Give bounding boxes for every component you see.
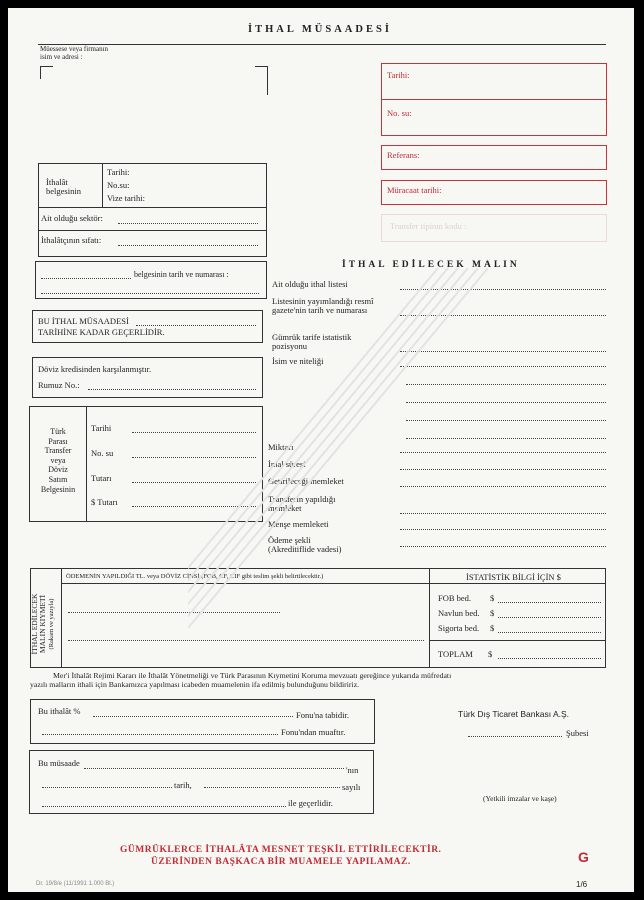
goods-payment-field[interactable] <box>400 546 606 547</box>
goods-name-field-2[interactable] <box>406 384 606 385</box>
validity-line1: BU İTHAL MÜSAADESİ <box>38 316 129 326</box>
import-doc-visa-label: Vize tarihi: <box>107 193 145 203</box>
bank-branch-field[interactable] <box>468 736 562 737</box>
stats-total-label: TOPLAM <box>438 649 473 659</box>
firm-address-area[interactable] <box>40 66 268 166</box>
stats-freight-field[interactable] <box>498 617 601 618</box>
stats-total-field[interactable] <box>498 658 601 659</box>
import-doc-label-line1: İthalât <box>46 177 68 187</box>
permit-line1-suffix: 'nın <box>346 765 359 775</box>
application-date-label: Müracaat tarihi: <box>387 185 442 195</box>
value-header: ÖDEMENİN YAPILDIĞI TL. veya DÖVİZ CİNSİ (FOB, CF, CIF gibi teslim şekli belirtilecektir.) <box>66 573 324 580</box>
goods-field-transfer-1: Transferin yapıldığı <box>268 494 336 504</box>
goods-quantity-field[interactable] <box>400 452 606 453</box>
fund-exempt-field[interactable] <box>42 734 278 735</box>
footer-warning-line2: ÜZERİNDEN BAŞKACA BİR MUAMELE YAPILAMAZ. <box>151 857 411 867</box>
transfer-usd-label: $ Tutarı <box>91 497 118 507</box>
stats-insurance-label: Sigorta bed. <box>438 623 480 633</box>
goods-field-production: İmal süresi <box>268 459 306 469</box>
form-page <box>8 8 634 892</box>
goods-field-gazette-1: Listesinin yayımlandığı resmî <box>272 296 374 306</box>
stats-freight-label: Navlun bed. <box>438 608 480 618</box>
value-words-field[interactable] <box>68 640 424 641</box>
goods-field-gazette-2: gazete'nin tarih ve numarası <box>272 305 368 315</box>
bank-signatures: (Yetkili imzalar ve kaşe) <box>483 794 557 803</box>
fund-line1-suffix: Fonu'na tabidir. <box>296 710 350 720</box>
fund-percent-field[interactable] <box>93 716 293 717</box>
page-number: 1/6 <box>576 880 588 889</box>
certificate-number-field[interactable] <box>41 293 259 294</box>
goods-field-provenance: Menşe memleketi <box>268 519 329 529</box>
permit-authority-field[interactable] <box>84 768 344 769</box>
import-doc-label-line2: belgesinin <box>46 186 81 196</box>
goods-field-origin-country: Getirileceği memleket <box>268 476 344 486</box>
goods-production-field[interactable] <box>400 469 606 470</box>
faded-label: Transfer tipinin kodu : <box>390 221 467 231</box>
goods-name-field-4[interactable] <box>406 420 606 421</box>
permit-line1-prefix: Bu müsaade <box>38 758 80 768</box>
goods-field-transfer-2: memleket <box>268 503 302 513</box>
right-date-label: Tarihi: <box>387 70 410 80</box>
transfer-number-field[interactable] <box>132 457 256 458</box>
goods-name-field-5[interactable] <box>406 438 606 439</box>
permit-line3-suffix: ile geçerlidir. <box>288 798 333 808</box>
stats-fob-label: FOB bed. <box>438 593 472 603</box>
fx-credit-code-field[interactable] <box>88 389 256 390</box>
value-side-label: İTHAL EDİLECEK MALIN KIYMETİ (Rakam ve yazıyla) <box>30 593 55 655</box>
fund-line2-suffix: Fonu'ndan muaftır. <box>281 727 346 737</box>
transfer-date-field[interactable] <box>132 432 256 433</box>
fx-credit-code-label: Rumuz No.: <box>38 380 80 390</box>
transfer-amount-field[interactable] <box>132 482 256 483</box>
transfer-amount-label: Tutarı <box>91 473 112 483</box>
sector-field[interactable] <box>118 223 258 224</box>
stats-insurance-dollar: $ <box>490 623 495 633</box>
goods-provenance-field[interactable] <box>400 529 606 530</box>
goods-list-field[interactable] <box>400 289 606 290</box>
firm-label-line1: Müessese veya firmanın <box>40 45 109 53</box>
goods-field-payment-1: Ödeme şekli <box>268 535 311 545</box>
sector-label: Ait olduğu sektör: <box>41 213 103 223</box>
permit-date-field[interactable] <box>42 787 172 788</box>
goods-gazette-field[interactable] <box>400 315 606 316</box>
bank-branch-label: Şubesi <box>566 728 589 738</box>
certificate-label: belgesinin tarih ve numarası : <box>134 270 229 279</box>
transfer-doc-label: Türk Parası Transfer veya Döviz Satım Belgesinin <box>40 427 76 494</box>
bank-name: Türk Dış Ticaret Bankası A.Ş. <box>458 709 570 719</box>
form-title: İTHAL MÜSAADESİ <box>248 24 392 35</box>
goods-transfer-country-field[interactable] <box>400 513 606 514</box>
capacity-field[interactable] <box>118 245 258 246</box>
form-code: Dr. 19/8/e (11/1991 1.000 Bl.) <box>36 881 115 887</box>
stats-fob-dollar: $ <box>490 593 495 603</box>
goods-field-name: İsim ve niteliği <box>272 356 324 366</box>
transfer-date-label: Tarihi <box>91 423 112 433</box>
firm-label-line2: isim ve adresi : <box>40 53 83 61</box>
reference-label: Referans: <box>387 150 420 160</box>
stats-insurance-field[interactable] <box>498 632 601 633</box>
fund-line1-prefix: Bu ithalât % <box>38 706 81 716</box>
footer-warning-line1: GÜMRÜKLERCE İTHALÂTA MESNET TEŞKİL ETTİRİLECEKTİR. <box>120 845 442 855</box>
transfer-usd-field[interactable] <box>132 506 256 507</box>
stats-header: İSTATİSTİK BİLGİ İÇİN $ <box>466 572 561 582</box>
stats-freight-dollar: $ <box>490 608 495 618</box>
goods-field-payment-2: (Akreditiflide vadesi) <box>268 544 342 554</box>
validity-date-field[interactable] <box>136 325 256 326</box>
import-doc-number-label: No.su: <box>107 180 130 190</box>
fx-credit-line1: Döviz kredisinden karşılanmıştır. <box>38 364 152 374</box>
stats-fob-field[interactable] <box>498 602 601 603</box>
permit-line2-mid: tarih, <box>174 780 192 790</box>
goods-name-field-3[interactable] <box>406 402 606 403</box>
goods-field-quantity: Miktarı <box>268 442 294 452</box>
statement-line2: yazılı malların ithali için Bankamızca yapılması icabeden muamelenin ifa edilmiş bulunduğunu bildiririz. <box>30 680 360 689</box>
goods-title: İTHAL EDİLECEK MALIN <box>342 260 520 270</box>
goods-shipping-country-field[interactable] <box>400 486 606 487</box>
validity-line2: TARİHİNE KADAR GEÇERLİDİR. <box>38 327 165 337</box>
right-number-label: No. su: <box>387 108 412 118</box>
transfer-number-label: No. su <box>91 448 114 458</box>
stats-total-dollar: $ <box>488 649 493 659</box>
goods-name-field-1[interactable] <box>400 366 606 367</box>
header-rule <box>38 44 606 45</box>
import-doc-date-label: Tarihi: <box>107 167 130 177</box>
permit-line2-suffix: sayılı <box>342 782 361 792</box>
goods-tariff-field[interactable] <box>400 351 606 352</box>
value-amount-field[interactable] <box>68 612 280 613</box>
goods-field-tariff-1: Gümrük tarife istatistik <box>272 332 352 342</box>
goods-field-list: Ait olduğu ithal listesi <box>272 279 348 289</box>
goods-field-tariff-2: pozisyonu <box>272 341 307 351</box>
permit-number-field[interactable] <box>204 787 340 788</box>
permit-validity-field[interactable] <box>42 806 286 807</box>
copy-letter: G <box>578 849 589 865</box>
certificate-type-field[interactable] <box>41 278 131 279</box>
statement-line1: Mer'i İthalât Rejimi Kararı ile İthalât Yönetmeliği ve Türk Parasının Kıymetini Koruma mevzuatı gereğince yukarıda müfredatı <box>53 671 452 680</box>
capacity-label: İthalâtçının sıfatı: <box>41 235 102 245</box>
